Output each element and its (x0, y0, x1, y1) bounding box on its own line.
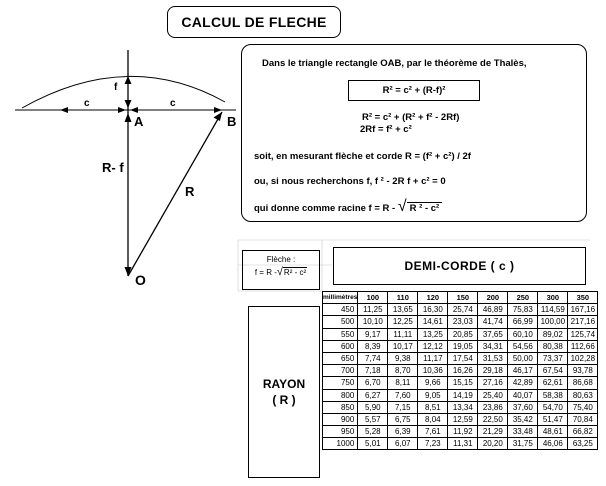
sqrt-symbol: √ (397, 198, 407, 215)
fleche-value-cell: 100,00 (538, 316, 568, 328)
fleche-value-cell: 66,99 (508, 316, 538, 328)
rayon-sub-label: ( R ) (272, 393, 296, 407)
radius-cell: 600 (323, 340, 358, 352)
fleche-value-cell: 31,75 (508, 438, 538, 450)
fleche-value-cell: 6,39 (388, 426, 418, 438)
label-c-left: c (84, 98, 90, 109)
fleche-value-cell: 21,29 (478, 426, 508, 438)
c-header: 250 (508, 292, 538, 304)
fleche-sqrt-symbol: √ (276, 266, 283, 278)
fleche-value-cell: 35,42 (508, 413, 538, 425)
rayon-label: RAYON (262, 377, 306, 391)
fleche-value-cell: 33,48 (508, 426, 538, 438)
proof-measure: soit, en mesurant flèche et corde R = (f² + c²) / 2f (254, 151, 471, 162)
radius-cell: 650 (323, 352, 358, 364)
fleche-value-cell: 22,50 (478, 413, 508, 425)
fleche-value-cell: 6,75 (388, 413, 418, 425)
table-row (323, 340, 598, 352)
fleche-value-cell: 80,63 (568, 389, 598, 401)
c-header: 200 (478, 292, 508, 304)
fleche-value-cell: 9,66 (418, 377, 448, 389)
title-text: CALCUL DE FLECHE (181, 14, 327, 30)
table-row (323, 328, 598, 340)
fleche-value-cell: 7,61 (418, 426, 448, 438)
fleche-value-cell: 7,15 (388, 401, 418, 413)
fleche-value-cell: 34,31 (478, 340, 508, 352)
fleche-value-cell: 7,60 (388, 389, 418, 401)
fleche-value-cell: 8,51 (418, 401, 448, 413)
boxed-formula-text: R² = c² + (R-f)² (382, 85, 446, 96)
table-row (323, 413, 598, 425)
fleche-value-cell: 20,85 (448, 328, 478, 340)
c-header: 300 (538, 292, 568, 304)
fleche-label: Flèche : (266, 255, 296, 264)
radius-cell: 450 (323, 304, 358, 316)
fleche-value-cell: 13,25 (418, 328, 448, 340)
fleche-value-cell: 6,27 (358, 389, 388, 401)
fleche-value-cell: 40,07 (508, 389, 538, 401)
fleche-value-cell: 63,25 (568, 438, 598, 450)
fleche-value-cell: 50,00 (508, 352, 538, 364)
fleche-value-cell: 9,17 (358, 328, 388, 340)
fleche-value-cell: 13,65 (388, 304, 418, 316)
fleche-value-cell: 12,12 (418, 340, 448, 352)
proof-expansion: R² = c² + (R² + f² - 2Rf) (362, 112, 460, 123)
label-f: f (114, 82, 118, 93)
fleche-value-cell: 112,66 (568, 340, 598, 352)
fleche-value-cell: 75,83 (508, 304, 538, 316)
fleche-value-cell: 5,90 (358, 401, 388, 413)
fleche-value-cell: 89,02 (538, 328, 568, 340)
fleche-value-cell: 167,16 (568, 304, 598, 316)
fleche-value-cell: 16,26 (448, 365, 478, 377)
fleche-value-cell: 37,65 (478, 328, 508, 340)
table-header-row (323, 292, 598, 304)
fleche-value-cell: 46,89 (478, 304, 508, 316)
fleche-value-cell: 67,54 (538, 365, 568, 377)
fleche-value-cell: 6,70 (358, 377, 388, 389)
fleche-formula-box (242, 250, 320, 290)
fleche-value-cell: 20,20 (478, 438, 508, 450)
fleche-value-cell: 5,01 (358, 438, 388, 450)
fleche-value-cell: 9,05 (418, 389, 448, 401)
fleche-value-cell: 12,25 (388, 316, 418, 328)
fleche-value-cell: 8,70 (388, 365, 418, 377)
label-o: O (135, 272, 146, 288)
fleche-value-cell: 86,68 (568, 377, 598, 389)
c-header: 100 (358, 292, 388, 304)
fleche-value-cell: 14,61 (418, 316, 448, 328)
radius-cell: 700 (323, 365, 358, 377)
fleche-value-cell: 54,56 (508, 340, 538, 352)
fleche-value-cell: 10,10 (358, 316, 388, 328)
table-row (323, 352, 598, 364)
radius-cell: 550 (323, 328, 358, 340)
radius-cell: 850 (323, 401, 358, 413)
radius-cell: 950 (323, 426, 358, 438)
fleche-value-cell: 15,15 (448, 377, 478, 389)
fleche-value-cell: 9,38 (388, 352, 418, 364)
fleche-value-cell: 23,86 (478, 401, 508, 413)
c-header: 150 (448, 292, 478, 304)
table-row (323, 426, 598, 438)
fleche-value-cell: 46,06 (538, 438, 568, 450)
fleche-formula-prefix: f = R - (254, 268, 277, 277)
fleche-value-cell: 25,40 (478, 389, 508, 401)
fleche-value-cell: 102,28 (568, 352, 598, 364)
fleche-value-cell: 17,54 (448, 352, 478, 364)
fleche-value-cell: 48,61 (538, 426, 568, 438)
demi-corde-header (333, 247, 586, 285)
rayon-header (248, 306, 320, 478)
proof-simplified: 2Rf = f² + c² (360, 124, 412, 135)
fleche-value-cell: 12,59 (448, 413, 478, 425)
label-r-minus-f: R- f (102, 160, 124, 175)
fleche-value-cell: 5,57 (358, 413, 388, 425)
fleche-value-cell: 31,53 (478, 352, 508, 364)
fleche-value-cell: 8,11 (388, 377, 418, 389)
c-header: 120 (418, 292, 448, 304)
fleche-value-cell: 217,16 (568, 316, 598, 328)
fleche-table (322, 291, 598, 450)
fleche-value-cell: 54,70 (538, 401, 568, 413)
radius-cell: 750 (323, 377, 358, 389)
fleche-value-cell: 25,74 (448, 304, 478, 316)
fleche-value-cell: 5,28 (358, 426, 388, 438)
fleche-value-cell: 13,34 (448, 401, 478, 413)
proof-search: ou, si nous recherchons f, f ² - 2R f + c² = 0 (254, 176, 446, 187)
fleche-value-cell: 16,30 (418, 304, 448, 316)
fleche-value-cell: 23,03 (448, 316, 478, 328)
fleche-value-cell: 6,07 (388, 438, 418, 450)
c-header: 110 (388, 292, 418, 304)
label-b: B (227, 114, 237, 129)
fleche-value-cell: 14,19 (448, 389, 478, 401)
fleche-value-cell: 11,92 (448, 426, 478, 438)
fleche-value-cell: 10,17 (388, 340, 418, 352)
fleche-value-cell: 93,78 (568, 365, 598, 377)
fleche-value-cell: 73,37 (538, 352, 568, 364)
fleche-value-cell: 58,38 (538, 389, 568, 401)
fleche-value-cell: 42,89 (508, 377, 538, 389)
fleche-value-cell: 125,74 (568, 328, 598, 340)
unit-header: millimètres (323, 292, 358, 304)
table-row (323, 401, 598, 413)
fleche-value-cell: 8,39 (358, 340, 388, 352)
fleche-value-cell: 7,74 (358, 352, 388, 364)
radius-cell: 500 (323, 316, 358, 328)
fleche-value-cell: 7,23 (418, 438, 448, 450)
fleche-value-cell: 11,25 (358, 304, 388, 316)
proof-root-prefix: qui donne comme racine f = R - (254, 203, 396, 214)
fleche-value-cell: 11,11 (388, 328, 418, 340)
fleche-value-cell: 114,59 (538, 304, 568, 316)
fleche-value-cell: 10,36 (418, 365, 448, 377)
fleche-value-cell: 7,18 (358, 365, 388, 377)
table-row (323, 389, 598, 401)
table-body (323, 304, 598, 450)
label-r: R (185, 184, 195, 199)
table-row (323, 377, 598, 389)
fleche-value-cell: 70,84 (568, 413, 598, 425)
label-c-right: c (170, 98, 176, 109)
fleche-value-cell: 75,40 (568, 401, 598, 413)
radius-cell: 1000 (323, 438, 358, 450)
fleche-value-cell: 66,82 (568, 426, 598, 438)
fleche-formula (243, 266, 319, 278)
proof-intro: Dans le triangle rectangle OAB, par le théorème de Thalès, (262, 58, 527, 69)
fleche-value-cell: 62,61 (538, 377, 568, 389)
fleche-value-cell: 8,04 (418, 413, 448, 425)
proof-root-radicand: R ² - c² (407, 202, 443, 214)
fleche-value-cell: 19,05 (448, 340, 478, 352)
fleche-value-cell: 27,16 (478, 377, 508, 389)
table-row (323, 365, 598, 377)
c-header: 350 (568, 292, 598, 304)
table-row (323, 316, 598, 328)
table-row (323, 304, 598, 316)
fleche-value-cell: 37,60 (508, 401, 538, 413)
label-a: A (134, 114, 144, 129)
radius-cell: 800 (323, 389, 358, 401)
fleche-value-cell: 29,18 (478, 365, 508, 377)
fleche-value-cell: 46,17 (508, 365, 538, 377)
radius-cell: 900 (323, 413, 358, 425)
fleche-value-cell: 80,38 (538, 340, 568, 352)
fleche-value-cell: 11,17 (418, 352, 448, 364)
fleche-value-cell: 41,74 (478, 316, 508, 328)
fleche-value-cell: 60,10 (508, 328, 538, 340)
fleche-value-cell: 11,31 (448, 438, 478, 450)
fleche-formula-radicand: R² - c² (283, 268, 307, 277)
demi-corde-label: DEMI-CORDE ( c ) (404, 259, 515, 273)
fleche-value-cell: 51,47 (538, 413, 568, 425)
table-row (323, 438, 598, 450)
